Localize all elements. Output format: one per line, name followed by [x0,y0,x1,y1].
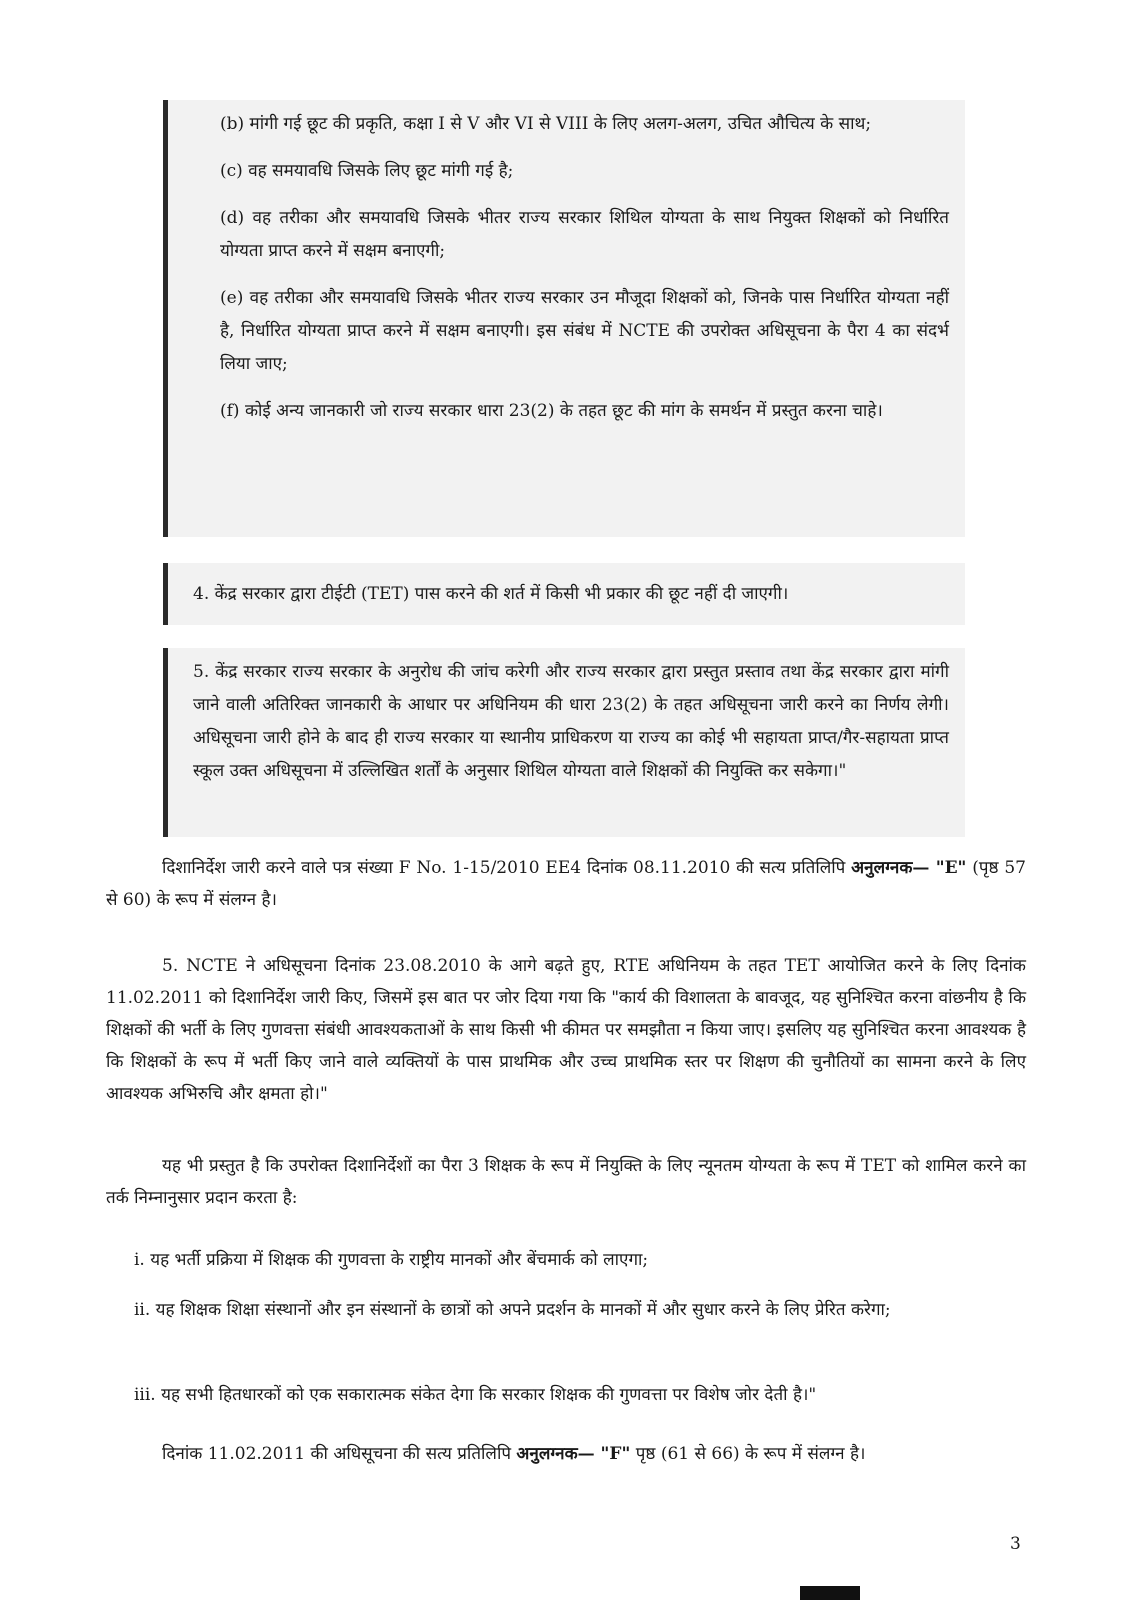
paragraph-5: 5. NCTE ने अधिसूचना दिनांक 23.08.2010 के आगे बढ़ते हुए, RTE अधिनियम के तहत TET आयोजित करने के लिए दिनांक 11.02.2011 को दिशानिर्देश जारी किए, जिसमें इस बात पर जोर दिया गया कि "कार्य की विशालता के बावजूद, यह सुनिश्चित करना वांछनीय है कि शिक्षकों की भर्ती के लिए गुणवत्ता संबंधी आवश्यकताओं के साथ किसी भी कीमत पर समझौता न किया जाए। इसलिए यह सुनिश्चित करना आवश्यक है कि शिक्षकों के रूप में भर्ती किए जाने वाले व्यक्तियों के पास प्राथमिक और उच्च प्राथमिक स्तर पर शिक्षण की चुनौतियों का सामना करने के लिए आवश्यक अभिरुचि और क्षमता हो।" [106,956,1026,1104]
annex-f-post: पृष्ठ (61 से 66) के रूप में संलग्न है। [630,1444,866,1464]
annex-e-pre: दिशानिर्देश जारी करने वाले पत्र संख्या F No. 1-15/2010 EE4 दिनांक 08.11.2010 की सत्य प्रतिलिपि [162,858,852,878]
annex-e-label: अनुलग्नक— "E" [851,858,967,878]
quote-block-central-govt [163,648,965,837]
clause-4: 4. केंद्र सरकार द्वारा टीईटी (TET) पास करने की शर्त में किसी भी प्रकार की छूट नहीं दी जाएगी। [193,584,789,604]
clause-b: (b) मांगी गई छूट की प्रकृति, कक्षा I से V और VI से VIII के लिए अलग-अलग, उचित औचित्य के साथ; [220,114,872,134]
annex-e-post: (पृष्ठ 57 से 60) के रूप में संलग्न है। [106,858,1026,910]
annex-e-paragraph [106,852,1026,916]
clause-c: (c) वह समयावधि जिसके लिए छूट मांगी गई है; [220,161,514,181]
list-item-i: i. यह भर्ती प्रक्रिया में शिक्षक की गुणवत्ता के राष्ट्रीय मानकों और बेंचमार्क को लाएगा; [134,1250,649,1270]
annex-f-pre: दिनांक 11.02.2011 की अधिसूचना की सत्य प्रतिलिपि [162,1444,517,1464]
clause-5: 5. केंद्र सरकार राज्य सरकार के अनुरोध की जांच करेगी और राज्य सरकार द्वारा प्रस्तुत प्रस्ताव तथा केंद्र सरकार द्वारा मांगी जाने वाली अतिरिक्त जानकारी के आधार पर अधिनियम की धारा 23(2) के तहत अधिसूचना जारी करने का निर्णय लेगी। अधिसूचना जारी होने के बाद ही राज्य सरकार या स्थानीय प्राधिकरण या राज्य का कोई भी सहायता प्राप्त/गैर-सहायता प्राप्त स्कूल उक्त अधिसूचना में उल्लिखित शर्तों के अनुसार शिथिल योग्यता वाले शिक्षकों की नियुक्ति कर सकेगा।" [193,662,949,781]
annex-f-label: अनुलग्नक— "F" [516,1444,631,1464]
quote-block-conditions [163,100,965,537]
list-item-iii: iii. यह सभी हितधारकों को एक सकारात्मक संकेत देगा कि सरकार शिक्षक की गुणवत्ता पर विशेष जोर देती है।" [134,1385,817,1405]
annex-f-paragraph [106,1438,1026,1470]
clause-f: (f) कोई अन्य जानकारी जो राज्य सरकार धारा 23(2) के तहत छूट की मांग के समर्थन में प्रस्तुत करना चाहे। [220,401,883,421]
submission-paragraph: यह भी प्रस्तुत है कि उपरोक्त दिशानिर्देशों का पैरा 3 शिक्षक के रूप में नियुक्ति के लिए न्यूनतम योग्यता के रूप में TET को शामिल करने का तर्क निम्नानुसार प्रदान करता है: [106,1156,1026,1208]
quote-block-tet-no-relaxation [163,563,965,625]
bottom-edge-mark [800,1586,860,1600]
list-item-ii: ii. यह शिक्षक शिक्षा संस्थानों और इन संस्थानों के छात्रों को अपने प्रदर्शन के मानकों में और सुधार करने के लिए प्रेरित करेगा; [134,1300,891,1320]
clause-e: (e) वह तरीका और समयावधि जिसके भीतर राज्य सरकार उन मौजूदा शिक्षकों को, जिनके पास निर्धारित योग्यता नहीं है, निर्धारित योग्यता प्राप्त करने में सक्षम बनाएगी। इस संबंध में NCTE की उपरोक्त अधिसूचना के पैरा 4 का संदर्भ लिया जाए; [220,288,949,374]
page-number: 3 [1010,1534,1021,1554]
clause-d: (d) वह तरीका और समयावधि जिसके भीतर राज्य सरकार शिथिल योग्यता के साथ नियुक्त शिक्षकों को निर्धारित योग्यता प्राप्त करने में सक्षम बनाएगी; [220,208,949,261]
